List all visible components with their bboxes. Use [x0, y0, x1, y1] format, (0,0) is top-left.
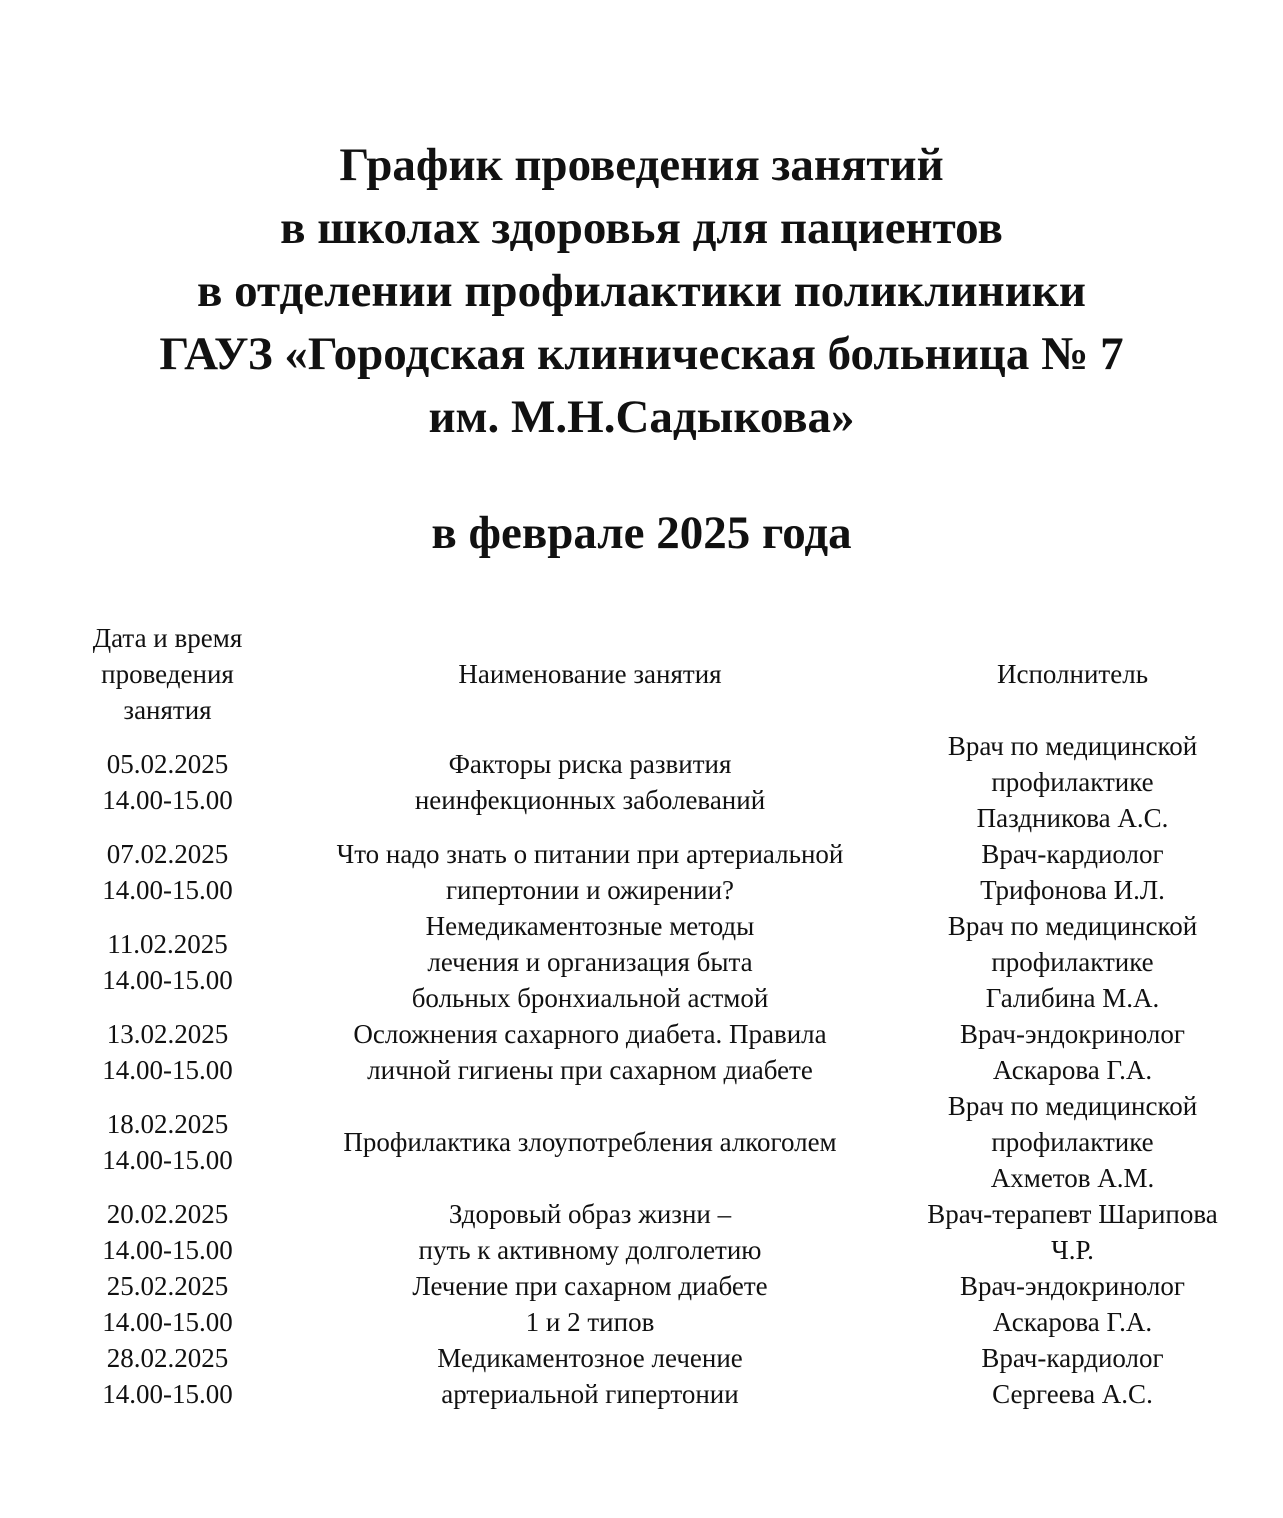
title-line: График проведения занятий	[339, 139, 944, 191]
cell-lesson-name: Здоровый образ жизни – путь к активному долголетию	[418, 1199, 762, 1265]
cell-date: 20.02.2025 14.00-15.00	[102, 1199, 233, 1265]
cell-lesson-name: Медикаментозное лечение артериальной гипертонии	[437, 1343, 743, 1409]
schedule-period: в феврале 2025 года	[431, 507, 852, 559]
cell-date: 18.02.2025 14.00-15.00	[102, 1109, 233, 1175]
title-line: ГАУЗ «Городская клиническая больница № 7	[159, 328, 1124, 380]
cell-date: 11.02.2025 14.00-15.00	[102, 929, 233, 995]
cell-lesson-name: Осложнения сахарного диабета. Правила личной гигиены при сахарном диабете	[353, 1019, 827, 1085]
table-row	[60, 908, 1240, 1016]
cell-date: 13.02.2025 14.00-15.00	[102, 1019, 233, 1085]
cell-date: 28.02.2025 14.00-15.00	[102, 1343, 233, 1409]
table-row	[60, 836, 1240, 908]
header-date: Дата и время проведения занятия	[92, 623, 243, 725]
cell-lesson-name: Профилактика злоупотребления алкоголем	[343, 1127, 837, 1157]
table-row	[60, 1268, 1240, 1340]
cell-executor: Врач по медицинской профилактике Паздникова А.С.	[947, 731, 1198, 833]
cell-lesson-name: Лечение при сахарном диабете 1 и 2 типов	[412, 1271, 768, 1337]
cell-lesson-name: Факторы риска развития неинфекционных заболеваний	[414, 749, 766, 815]
cell-executor: Врач-эндокринолог Аскарова Г.А.	[960, 1271, 1185, 1337]
cell-lesson-name: Что надо знать о питании при артериальной гипертонии и ожирении?	[336, 839, 844, 905]
header-executor: Исполнитель	[996, 659, 1149, 689]
cell-executor: Врач-терапевт Шарипова Ч.Р.	[927, 1199, 1218, 1265]
cell-executor: Врач-эндокринолог Аскарова Г.А.	[960, 1019, 1185, 1085]
table-row	[60, 1088, 1240, 1196]
cell-date: 05.02.2025 14.00-15.00	[102, 749, 233, 815]
cell-executor: Врач по медицинской профилактике Ахметов А.М.	[947, 1091, 1198, 1193]
table-row	[60, 1196, 1240, 1268]
table-row	[60, 1016, 1240, 1088]
cell-date: 07.02.2025 14.00-15.00	[102, 839, 233, 905]
table-row	[60, 728, 1240, 836]
table-row	[60, 1340, 1240, 1412]
cell-executor: Врач-кардиолог Трифонова И.Л.	[980, 839, 1165, 905]
cell-date: 25.02.2025 14.00-15.00	[102, 1271, 233, 1337]
cell-lesson-name: Немедикаментозные методы лечения и организация быта больных бронхиальной астмой	[411, 911, 769, 1013]
title-line: в школах здоровья для пациентов	[280, 202, 1003, 254]
table-header-row	[60, 620, 1240, 728]
title-line: им. М.Н.Садыкова»	[428, 391, 855, 443]
cell-executor: Врач-кардиолог Сергеева А.С.	[981, 1343, 1164, 1409]
title-line: в отделении профилактики поликлиники	[197, 265, 1086, 317]
document-title	[0, 134, 1283, 449]
header-lesson-name: Наименование занятия	[458, 659, 722, 689]
schedule-table	[60, 620, 1240, 1412]
cell-executor: Врач по медицинской профилактике Галибина М.А.	[947, 911, 1198, 1013]
